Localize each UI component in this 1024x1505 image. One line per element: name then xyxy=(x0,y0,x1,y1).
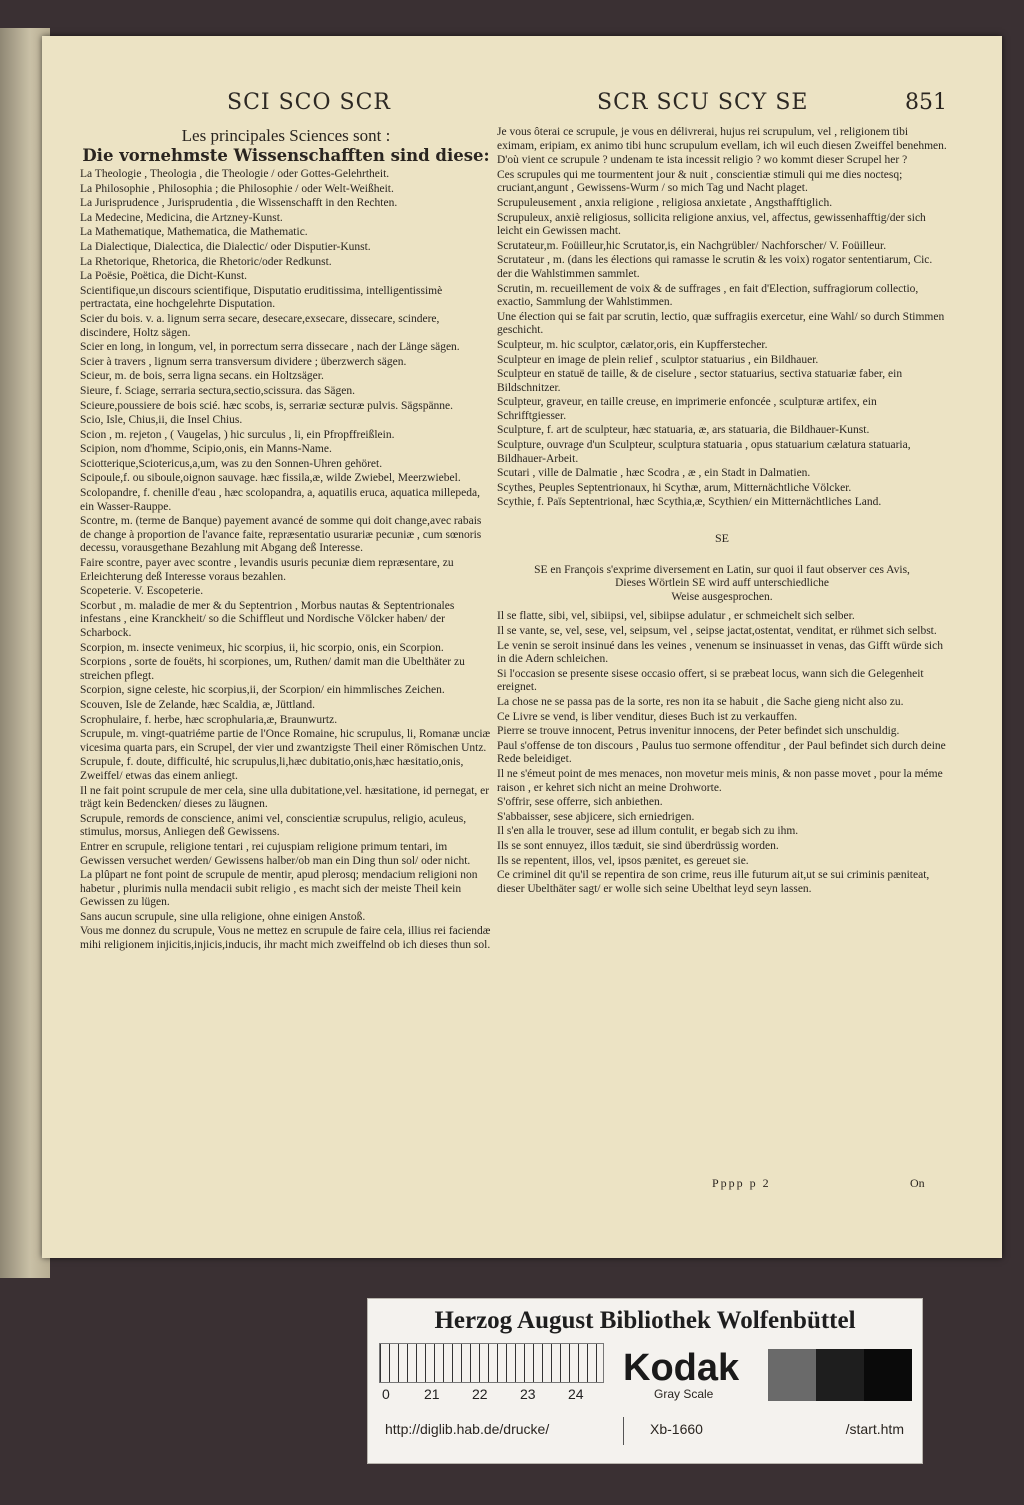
dictionary-entry: Scrophulaire, f. herbe, hæc scrophularia,æ, Braunwurtz. xyxy=(80,713,338,726)
scale-number: 24 xyxy=(568,1386,584,1402)
dictionary-entry: S'abbaisser, sese abjicere, sich erniedrigen. xyxy=(497,810,695,823)
gray-patch xyxy=(864,1349,912,1401)
dictionary-entry: Scipion, nom d'homme, Scipio,onis, ein Manns-Name. xyxy=(80,443,332,456)
dictionary-entry: Il s'en alla le trouver, sese ad illum contulit, er begab sich zu ihm. xyxy=(497,825,799,838)
dictionary-entry: La Dialectique, Dialectica, die Dialectic/ oder Disputier-Kunst. xyxy=(80,240,371,253)
dictionary-entry: Une élection qui se fait par scrutin, lectio, quæ suffragiis exercetur, eine Wahl/ so durch Stimmen geschicht. xyxy=(497,310,945,337)
dictionary-entry: Scion , m. rejeton , ( Vaugelas, ) hic surculus , li, ein Pfropffreißlein. xyxy=(80,428,395,441)
dictionary-entry: Sculpture, ouvrage d'un Sculpteur, sculptura statuaria , opus statuarium cælatura statuaria, Bildhauer-Arbeit. xyxy=(497,439,911,465)
right-entries-bottom-list xyxy=(497,610,947,896)
card-url: http://diglib.hab.de/drucke/ xyxy=(385,1421,550,1437)
scale-number: 22 xyxy=(472,1386,488,1402)
dictionary-entry: Je vous ôterai ce scrupule, je vous en délivrerai, hujus rei scrupulum, vel , religionem tibi eximam, eripiam, ex animo tibi hunc scrupulum evellam, ich wil euch diesen Zweiffel benehmen. xyxy=(497,126,947,152)
book-page xyxy=(42,36,1002,1258)
scale-ruler xyxy=(379,1343,604,1383)
dictionary-entry: La Poësie, Poëtica, die Dicht-Kunst. xyxy=(80,270,248,283)
scale-number: 0 xyxy=(382,1386,390,1402)
dictionary-entry: Sieure, f. Sciage, serraria sectura,sectio,scissura. das Sägen. xyxy=(80,384,355,397)
dictionary-entry: Sculpteur en statuë de taille, & de ciselure , sector statuarius, sectiva statuariæ faber, ein Bildschnitzer. xyxy=(497,368,903,394)
dictionary-entry: Scorpion, signe celeste, hic scorpius,ii, der Scorpion/ ein himmlisches Zeichen. xyxy=(80,684,445,697)
section-intro-german-1: Dieses Wörtlein SE wird auff unterschiedliche xyxy=(615,577,829,590)
running-head-left: SCI SCO SCR xyxy=(227,90,391,115)
dictionary-entry: La plûpart ne font point de scrupule de mentir, apud plerosq; mendacium religioni non habetur , plurimis nulla mendacii subit religio , es macht sich der meiste Theil kein Gewissen zu lügen. xyxy=(80,869,478,909)
dictionary-entry: Scolopandre, f. chenille d'eau , hæc scolopandra, a, aquatilis eruca, aquatica millepeda, ein Wasser-Rauppe. xyxy=(80,487,480,513)
dictionary-entry: La Theologie , Theologia , die Theologie / oder Gottes-Gelehrtheit. xyxy=(80,168,390,180)
dictionary-entry: Ce criminel dit qu'il se repentira de son crime, reus ille futurum ait,ut se sui criminis pæniteat, dieser Ubelthäter sagt/ er wolle sich seine Ubelthat leyd seyn lassen. xyxy=(497,869,930,895)
dictionary-entry: La Jurisprudence , Jurisprudentia , die Wissenschafft in den Rechten. xyxy=(80,197,398,210)
dictionary-entry: Faire scontre, payer avec scontre , levandis usuris pecuniæ diem repræsentare, zu Erleichterung deß Interesse voraus bezahlen. xyxy=(80,557,454,583)
dictionary-entry: Scontre, m. (terme de Banque) payement avancé de somme qui doit change,avec rabais de change à proportion de l'avance faite, repræsentatio usurariæ pecuniæ , cum sœnoris decessu, vorausgethane Bezahlung mit Abgang deß Interesse. xyxy=(80,515,482,555)
catchword: On xyxy=(910,1176,925,1190)
card-start-path: /start.htm xyxy=(845,1421,904,1437)
gray-scale-label: Gray Scale xyxy=(654,1387,714,1401)
dictionary-entry: Il se flatte, sibi, vel, sibiipsi, vel, sibiipse adulatur , er schmeichelt sich selber. xyxy=(497,610,855,623)
dictionary-entry: Ce Livre se vend, is liber venditur, dieses Buch ist zu verkauffen. xyxy=(497,710,798,723)
dictionary-entry: Scrupule, f. doute, difficulté, hic scrupulus,li,hæc dubitatio,onis,hæc hæsitatio,onis, Zweiffel/ etwas das einem anliegt. xyxy=(80,756,464,782)
dictionary-entry: Scrupule, remords de conscience, animi vel, conscientiæ scrupulus, religio, aculeus, stimulus, morsus, Anliegen deß Gewissens. xyxy=(80,812,467,839)
left-column-heading-german: Die vornehmste Wissenschafften sind diese: xyxy=(82,146,490,165)
dictionary-entry: La Rhetorique, Rhetorica, die Rhetoric/oder Redkunst. xyxy=(80,255,332,268)
signature-mark: Pppp p 2 xyxy=(712,1176,771,1190)
card-divider xyxy=(623,1417,624,1445)
dictionary-entry: Scopeterie. V. Escopeterie. xyxy=(80,585,204,598)
dictionary-entry: Sculpteur en image de plein relief , sculptor statuarius , ein Bildhauer. xyxy=(497,353,819,366)
dictionary-entry: Sculpteur, graveur, en taille creuse, en imprimerie enfoncée , sculpturæ artifex, ein Schrifftgiesser. xyxy=(497,396,877,422)
dictionary-entry: S'offrir, sese offerre, sich anbiethen. xyxy=(497,796,663,809)
dictionary-entry: La Medecine, Medicina, die Artzney-Kunst. xyxy=(80,211,283,224)
gray-patch xyxy=(768,1349,816,1401)
dictionary-entry: Scio, Isle, Chius,ii, die Insel Chius. xyxy=(80,414,243,427)
dictionary-entry: D'où vient ce scrupule ? undenam te ista incessit religio ? wo kommt dieser Scrupel her ? xyxy=(497,154,908,167)
library-name: Herzog August Bibliothek Wolfenbüttel xyxy=(434,1307,856,1334)
gray-patch xyxy=(816,1349,864,1401)
left-column xyxy=(80,126,492,954)
dictionary-entry: Scrutateur,m. Foüilleur,hic Scrutator,is, ein Nachgrübler/ Nachforscher/ V. Foüilleur. xyxy=(497,239,887,252)
dictionary-entry: Scientifique,un discours scientifique, Disputatio eruditissima, intelligentissimè pertractata, eine hochgelehrte Disputation. xyxy=(80,284,443,311)
dictionary-entry: Il ne s'émeut point de mes menaces, non movetur meis minis, & non passe movet , pour la méme raison , er kehret sich nicht an meine Drohworte. xyxy=(497,767,943,794)
page-number: 851 xyxy=(905,90,947,115)
right-entries-top-list xyxy=(497,126,947,510)
dictionary-entry: Vous me donnez du scrupule, Vous ne mettez en scrupule de faire cela, illius rei faciendæ mihi religionem injicitis,injicis,inducis, ihr macht mich zweiffelnd ob ich dieses thun sol. xyxy=(80,925,491,952)
dictionary-entry: Ils se sont ennuyez, illos tæduit, sie sind überdrüssig worden. xyxy=(497,839,779,852)
card-footer xyxy=(368,1411,922,1451)
left-column-heading: Les principales Sciences sont : xyxy=(181,126,391,145)
dictionary-entry: Ces scrupules qui me tourmentent jour & nuit , conscientiæ stimuli qui me dies noctesq; cruciant,angunt , Gewissens-Wurm / so mich Tag und Nacht plaget. xyxy=(497,168,903,195)
dictionary-entry: Scrutateur , m. (dans les élections qui ramasse le scrutin & les voix) rogator sententiarum, Cic. der die Wahlstimmen sammlet. xyxy=(497,254,933,280)
dictionary-entry: Sculpture, f. art de sculpteur, hæc statuaria, æ, ars statuaria, die Bildhauer-Kunst. xyxy=(497,424,870,437)
dictionary-entry: Scutari , ville de Dalmatie , hæc Scodra , æ , ein Stadt in Dalmatien. xyxy=(497,467,811,480)
dictionary-entry: Scythes, Peuples Septentrionaux, hi Scythæ, arum, Mitternächtliche Völcker. xyxy=(497,481,852,494)
dictionary-entry: Sans aucun scrupule, sine ulla religione, ohne einigen Anstoß. xyxy=(80,910,366,923)
dictionary-entry: Scieure,poussiere de bois scié. hæc scobs, is, serrariæ secturæ pulvis. Sägspänne. xyxy=(80,399,454,412)
scale-number: 23 xyxy=(520,1386,536,1402)
dictionary-entry: Scier en long, in longum, vel, in porrectum serra dissecare , nach der Länge sägen. xyxy=(80,341,460,354)
dictionary-entry: Scorpion, m. insecte venimeux, hic scorpius, ii, hic scorpio, onis, ein Scorpion. xyxy=(80,641,444,654)
section-intro-german-2: Weise ausgesprochen. xyxy=(671,590,773,603)
dictionary-entry: Entrer en scrupule, religione tentari , rei cujuspiam religione primum tentari, im Gewissen versuchet werden/ Gewissens halber/ob man ein Ding thun sol/ oder nicht. xyxy=(80,840,471,867)
dictionary-entry: Il ne fait point scrupule de mer cela, sine ulla dubitatione,vel. hæsitatione, id pernegat, er trägt kein Bedencken/ dieses zu läugnen. xyxy=(80,784,490,811)
card-shelfmark: Xb-1660 xyxy=(650,1421,703,1437)
dictionary-entry: Scier à travers , lignum serra transversum dividere ; überzwerch sägen. xyxy=(80,355,407,368)
dictionary-entry: Scrupuleux, anxiè religiosus, sollicita religione anxius, vel, affectus, gewissenhafftig/der sich leicht ein Gewissen macht. xyxy=(497,211,926,238)
dictionary-entry: La chose ne se passa pas de la sorte, res non ita se habuit , die Sache gieng nicht also zu. xyxy=(497,695,904,708)
scale-number: 21 xyxy=(424,1386,440,1402)
dictionary-entry: Pierre se trouve innocent, Petrus invenitur innocens, der Peter befindet sich unschuldig. xyxy=(497,725,900,738)
dictionary-entry: Il se vante, se, vel, sese, vel, seipsum, vel , seipse jactat,ostentat, venditat, er rühmet sich selbst. xyxy=(497,625,937,637)
dictionary-entry: La Mathematique, Mathematica, die Mathematic. xyxy=(80,226,308,239)
dictionary-entry: Scieur, m. de bois, serra ligna secans. ein Holtzsäger. xyxy=(80,370,324,383)
dictionary-entry: Paul s'offense de ton discours , Paulus tuo sermone offenditur , der Paul befindet sich durch deine Rede beleidiget. xyxy=(497,739,946,766)
dictionary-entry: Scrupuleusement , anxia religione , religiosa anxietate , Angsthafftiglich. xyxy=(497,196,833,209)
dictionary-entry: Scorpions , sorte de fouëts, hi scorpiones, um, Ruthen/ damit man die Ubelthäter zu streichen pflegt. xyxy=(80,656,465,682)
color-calibration-card xyxy=(367,1298,923,1464)
dictionary-entry: Ils se repentent, illos, vel, ipsos pænitet, es gereuet sie. xyxy=(497,854,749,867)
dictionary-entry: Scipoule,f. ou siboule,oignon sauvage. hæc fissila,æ, wilde Zwiebel, Meerzwiebel. xyxy=(80,472,461,485)
dictionary-entry: Si l'occasion se presente sisese occasio offert, si se præbeat locus, wann sich die Gelegenheit ereignet. xyxy=(497,667,924,694)
dictionary-entry: Scrupule, m. vingt-quatriéme partie de l'Once Romaine, hic scrupulus, li, Romanæ unciæ vicesima quarta pars, ein Scrupel, der vier und zwantzigste Theil einer Römischen Untz. xyxy=(80,728,491,754)
dictionary-entry: La Philosophie , Philosophia ; die Philosophie / oder Welt-Weißheit. xyxy=(80,182,394,195)
section-intro-french: SE en François s'exprime diversement en Latin, sur quoi il faut observer ces Avis, xyxy=(534,563,910,576)
dictionary-entry: Scorbut , m. maladie de mer & du Septentrion , Morbus nautas & Septentrionales infestans , eine Kranckheit/ so die Schiffleut und Nordische Völcker haben/ der Scharbock. xyxy=(80,599,455,639)
section-marker: SE xyxy=(714,531,729,546)
dictionary-entry: Scouven, Isle de Zelande, hæc Scaldia, æ, Jüttland. xyxy=(80,698,316,711)
kodak-logo: Kodak xyxy=(623,1347,740,1389)
running-head-right: SCR SCU SCY SE xyxy=(597,90,809,115)
dictionary-entry: Scythie, f. Païs Septentrional, hæc Scythia,æ, Scythien/ ein Mitternächtliches Land. xyxy=(497,496,882,509)
dictionary-entry: Le venin se seroit insinué dans les veines , venenum se insinuasset in venas, das Gifft würde sich in die Adern schleichen. xyxy=(497,639,943,666)
dictionary-entry: Scier du bois. v. a. lignum serra secare, desecare,exsecare, dissecare, scindere, discindere, Holtz sägen. xyxy=(80,312,440,339)
dictionary-entry: Scrutin, m. recueillement de voix & de suffrages , en fait d'Election, suffragiorum collectio, exactio, Sammlung der Wahlstimmen. xyxy=(497,282,919,309)
dictionary-entry: Sciotterique,Sciotericus,a,um, was zu den Sonnen-Uhren gehöret. xyxy=(80,457,383,470)
right-column xyxy=(497,126,947,897)
left-entries-list xyxy=(80,168,492,953)
dictionary-entry: Sculpteur, m. hic sculptor, cælator,oris, ein Kupfferstecher. xyxy=(497,338,768,351)
